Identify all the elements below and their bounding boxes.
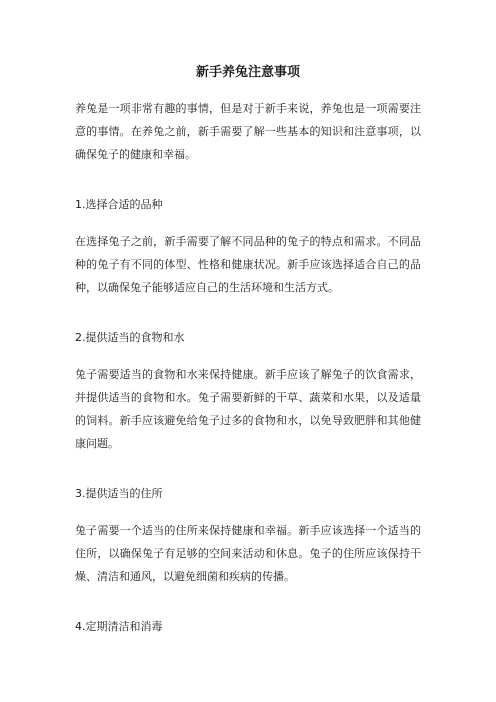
document-title: 新手养兔注意事项 [195,65,300,80]
section-body-1: 在选择兔子之前，新手需要了解不同品种的兔子的特点和需求。不同品种的兔子有不同的体型、性格和健康状况。新手应该选择适合自己的品种，以确保兔子能够适应自己的生活环境和生活方式。 [75,235,421,294]
intro-paragraph: 养兔是一项非常有趣的事情，但是对于新手来说，养兔也是一项需要注意的事情。在养兔之前，新手需要了解一些基本的知识和注意事项，以确保兔子的健康和幸福。 [75,102,421,161]
section-body-3: 兔子需要一个适当的住所来保持健康和幸福。新手应该选择一个适当的住所，以确保兔子有足够的空间来活动和休息。兔子的住所应该保持干燥、清洁和通风，以避免细菌和疾病的传播。 [75,524,421,583]
section-heading-4: 4.定期清洁和消毒 [75,620,163,633]
section-heading-1: 1.选择合适的品种 [75,198,163,211]
section-heading-3: 3.提供适当的住所 [75,487,163,500]
section-heading-2: 2.提供适当的食物和水 [75,331,185,344]
section-body-2: 兔子需要适当的食物和水来保持健康。新手应该了解兔子的饮食需求，并提供适当的食物和水。兔子需要新鲜的干草、蔬菜和水果，以及适量的饲料。新手应该避免给兔子过多的食物和水，以免导致肥胖和其他健康问题。 [75,368,421,450]
